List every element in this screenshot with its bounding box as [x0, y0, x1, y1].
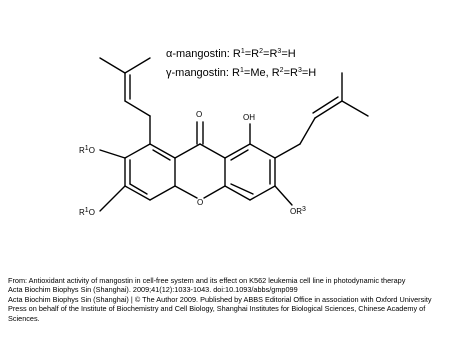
- ring-oxygen-label: O: [197, 198, 204, 207]
- upper-r1o-label: R1O: [79, 145, 95, 155]
- carbonyl-oxygen-label: O: [196, 110, 203, 119]
- right-aromatic-ring: [225, 144, 275, 200]
- caption-copyright: Acta Biochim Biophys Sin (Shanghai) | © The Author 2009. Published by ABBS Editorial Office in association with Oxford University Press on behalf of the Institute of Biochemistry and Cell Biology, Shanghai Institutes for Biological Sciences, Chinese Academy of Sciences.: [8, 294, 432, 323]
- legend-gamma-mangostin: γ-mangostin: $R^1=Me$, $R^2=R^3=H$: [166, 67, 317, 79]
- left-aromatic-ring: [125, 144, 175, 200]
- lower-r1o-label: R1O: [79, 207, 95, 217]
- central-ring: [175, 122, 225, 198]
- or3-label: OR3: [290, 206, 306, 216]
- caption-source: From: Antioxidant activity of mangostin in cell-free system and its effect on K562 leukemia cell line in photodynamic therapy: [8, 276, 406, 285]
- substituent-bonds: [100, 58, 368, 211]
- legend-alpha-mangostin: α-mangostin: $R^1=R^2=R^3=H$: [166, 48, 296, 60]
- figure-caption: [8, 276, 444, 323]
- hydroxyl-label: OH: [243, 113, 255, 122]
- caption-citation: Acta Biochim Biophys Sin (Shanghai). 2009;41(12):1033-1043. doi:10.1093/abbs/gmp099: [8, 285, 298, 295]
